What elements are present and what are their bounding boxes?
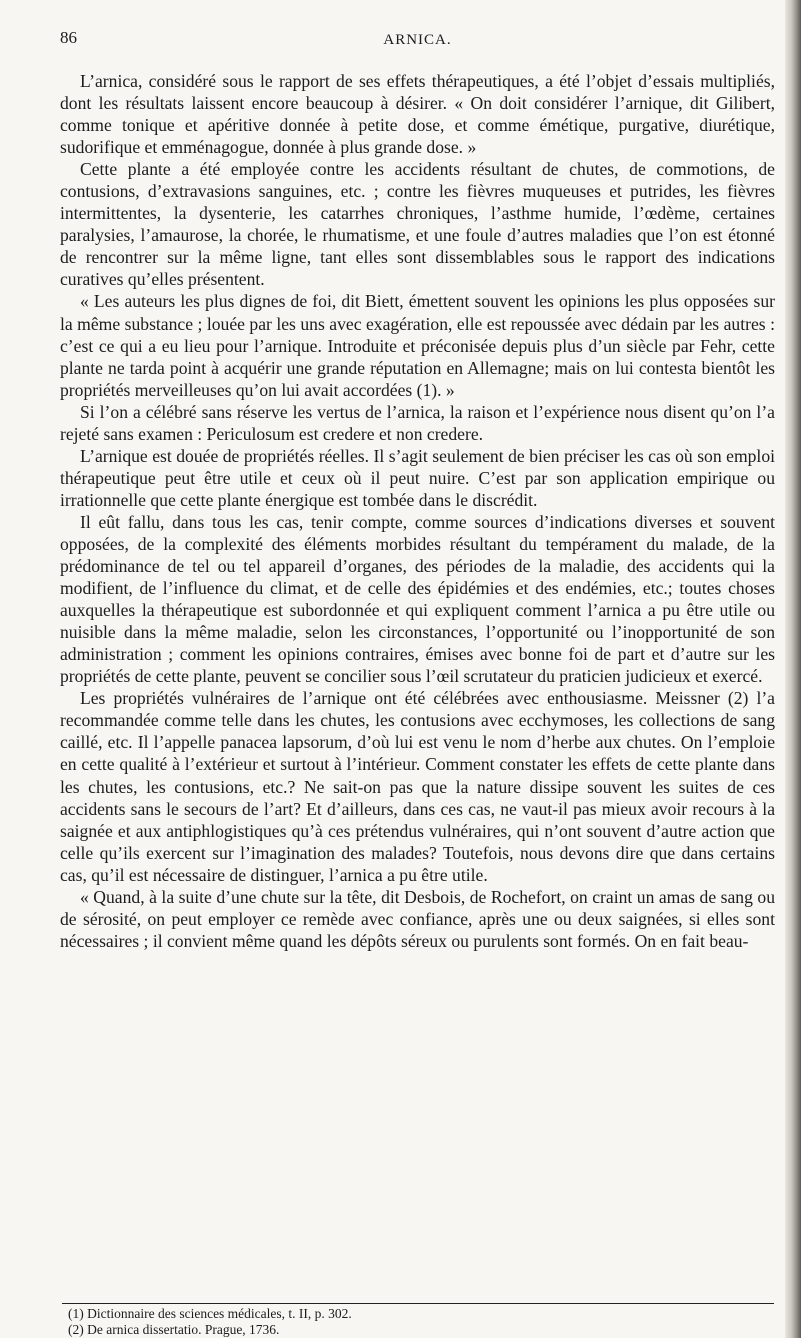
paragraph: L’arnica, considéré sous le rapport de ses effets thérapeutiques, a été l’objet d’essais multipliés, dont les résultats laissent encore beaucoup à désirer. « On doit considérer l’arnique, dit Gilibert, comme tonique et apéritive donnée à petite dose, et comme émétique, purgative, diurétique, sudorifique et emménagogue, donnée à plus grande dose. » [60,71,775,158]
paragraph: Les propriétés vulnéraires de l’arnique ont été célébrées avec enthousiasme. Meissner (2) l’a recommandée comme telle dans les chutes, les contusions avec ecchymoses, les collections de sang caillé, etc. Il l’appelle panacea lapsorum, d’où lui est venu le nom d’herbe aux chutes. On l’emploie en cette qualité à l’extérieur et surtout à l’intérieur. Comment constater les effets de cette plante dans les chutes, les contusions, etc.? Ne sait-on pas que la nature dissipe souvent les suites de ces accidents sans le secours de l’art? Et d’ailleurs, dans ces cas, ne vaut-il pas mieux avoir recours à la saignée et aux antiphlogistiques qu’à ces prétendus vulnéraires, qui n’ont souvent d’autre action que celle qu’ils exercent sur l’imagination des malades? Toutefois, nous devons dire que dans certains cas, qu’il est nécessaire de distinguer, l’arnica a pu être utile. [60,688,775,885]
page-number: 86 [60,28,77,47]
footnote-divider [62,1303,774,1304]
page-edge-shadow [785,0,801,1338]
footnotes [68,1306,768,1338]
paragraph: Si l’on a célébré sans réserve les vertus de l’arnica, la raison et l’expérience nous disent qu’on l’a rejeté sans examen : Periculosum est credere et non credere. [60,401,775,444]
paragraph: « Les auteurs les plus dignes de foi, dit Biett, émettent souvent les opinions les plus opposées sur la même substance ; louée par les uns avec exagération, elle est repoussée avec dédain par les autres : c’est ce qui a eu lieu pour l’arnique. Introduite et préconisée depuis plus d’un siècle par Fehr, cette plante ne tarda point à acquérir une grande réputation en Allemagne; mais on lui contesta bientôt les propriétés merveilleuses qu’on lui avait accordées (1). » [60,291,775,400]
paragraph: L’arnique est douée de propriétés réelles. Il s’agit seulement de bien préciser les cas où son emploi thérapeutique peut être utile et ceux où il peut nuire. C’est par son application empirique ou irrationnelle que cette plante énergique est tombée dans le discrédit. [60,445,775,510]
paragraph: Il eût fallu, dans tous les cas, tenir compte, comme sources d’indications diverses et souvent opposées, de la complexité des éléments morbides résultant du tempérament du malade, de la prédominance de tel ou tel appareil d’organes, des périodes de la maladie, des accidents qui la modifient, de l’influence du climat, et de celle des épidémies et des endémies, etc.; toutes choses auxquelles la thérapeutique est subordonnée et qui expliquent comment l’arnica a pu être utile ou nuisible dans la même maladie, selon les circonstances, l’opportunité ou l’inopportunité de son administration ; comment les opinions contraires, émises avec bonne foi de part et d’autre sur les propriétés de cette plante, peuvent se concilier sous l’œil scrutateur du praticien judicieux et exercé. [60,511,775,687]
body-text [60,70,775,952]
footnote-2: (2) De arnica dissertatio. Prague, 1736. [68,1322,280,1337]
page-header [60,28,775,52]
paragraph: Cette plante a été employée contre les accidents résultant de chutes, de commotions, de contusions, d’extravasions sanguines, etc. ; contre les fièvres muqueuses et putrides, les fièvres intermittentes, la dysenterie, les catarrhes chroniques, l’asthme humide, l’œdème, certaines paralysies, l’amaurose, la chorée, le rhumatisme, et une foule d’autres maladies que l’on est étonné de rencontrer sur la même ligne, tant elles sont dissemblables sous le rapport des indications curatives qu’elles présentent. [60,159,775,290]
running-title: ARNICA. [383,32,452,48]
footnote-1: (1) Dictionnaire des sciences médicales, t. II, p. 302. [68,1306,352,1321]
paragraph: « Quand, à la suite d’une chute sur la tête, dit Desbois, de Rochefort, on craint un amas de sang ou de sérosité, on peut employer ce remède avec confiance, après une ou deux saignées, si elles sont nécessaires ; il convient même quand les dépôts séreux ou purulents sont formés. On en fait beau- [60,886,775,951]
